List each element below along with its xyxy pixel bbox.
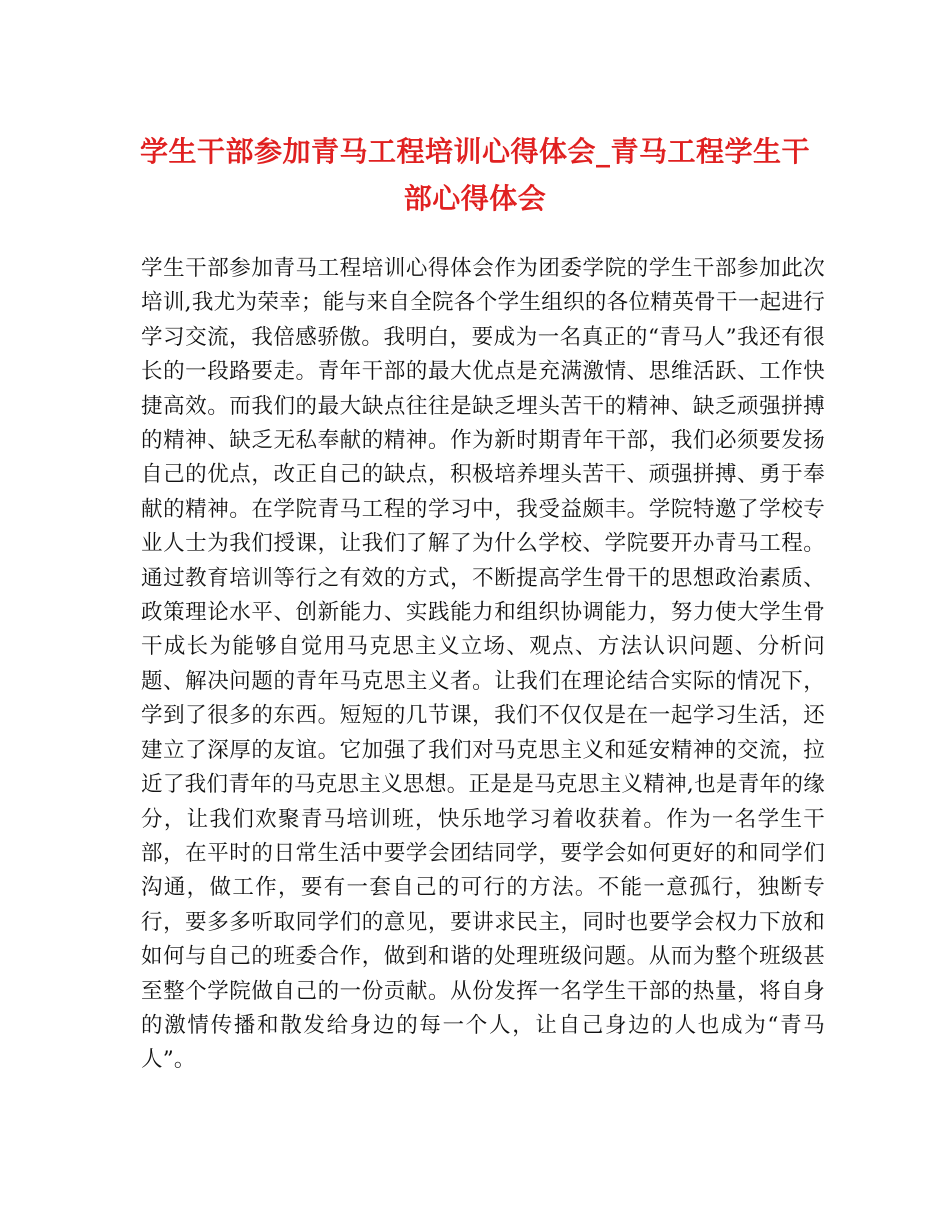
document-title: 学生干部参加青马工程培训心得体会_青马工程学生干部心得体会 [139,135,810,215]
document-body-paragraph: 学生干部参加青马工程培训心得体会作为团委学院的学生干部参加此次培训,我尤为荣幸；能与来自全院各个学生组织的各位精英骨干一起进行学习交流，我倍感骄傲。我明白，要成为一名真正的“青马人”我还有很长的一段路要走。青年干部的最大优点是充满激情、思维活跃、工作快捷高效。而我们的最大缺点往往是缺乏埋头苦干的精神、缺乏顽强拼搏的精神、缺乏无私奉献的精神。作为新时期青年干部，我们必须要发扬自己的优点，改正自己的缺点，积极培养埋头苦干、顽强拼搏、勇于奉献的精神。在学院青马工程的学习中，我受益颇丰。学院特邀了学校专业人士为我们授课，让我们了解了为什么学校、学院要开办青马工程。通过教育培训等行之有效的方式，不断提高学生骨干的思想政治素质、政策理论水平、创新能力、实践能力和组织协调能力，努力使大学生骨干成长为能够自觉用马克思主义立场、观点、方法认识问题、分析问题、解决问题的青年马克思主义者。让我们在理论结合实际的情况下，学到了很多的东西。短短的几节课，我们不仅仅是在一起学习生活，还建立了深厚的友谊。它加强了我们对马克思主义和延安精神的交流，拉近了我们青年的马克思主义思想。正是是马克思主义精神,也是青年的缘分，让我们欢聚青马培训班，快乐地学习着收获着。作为一名学生干部，在平时的日常生活中要学会团结同学，要学会如何更好的和同学们沟通，做工作，要有一套自己的可行的方法。不能一意孤行，独断专行，要多多听取同学们的意见，要讲求民主，同时也要学会权力下放和如何与自己的班委合作，做到和谐的处理班级问题。从而为整个班级甚至整个学院做自己的一份贡献。从份发挥一名学生干部的热量，将自身的激情传播和散发给身边的每一个人，让自己身边的人也成为“青马人”。 [141,256,825,1073]
